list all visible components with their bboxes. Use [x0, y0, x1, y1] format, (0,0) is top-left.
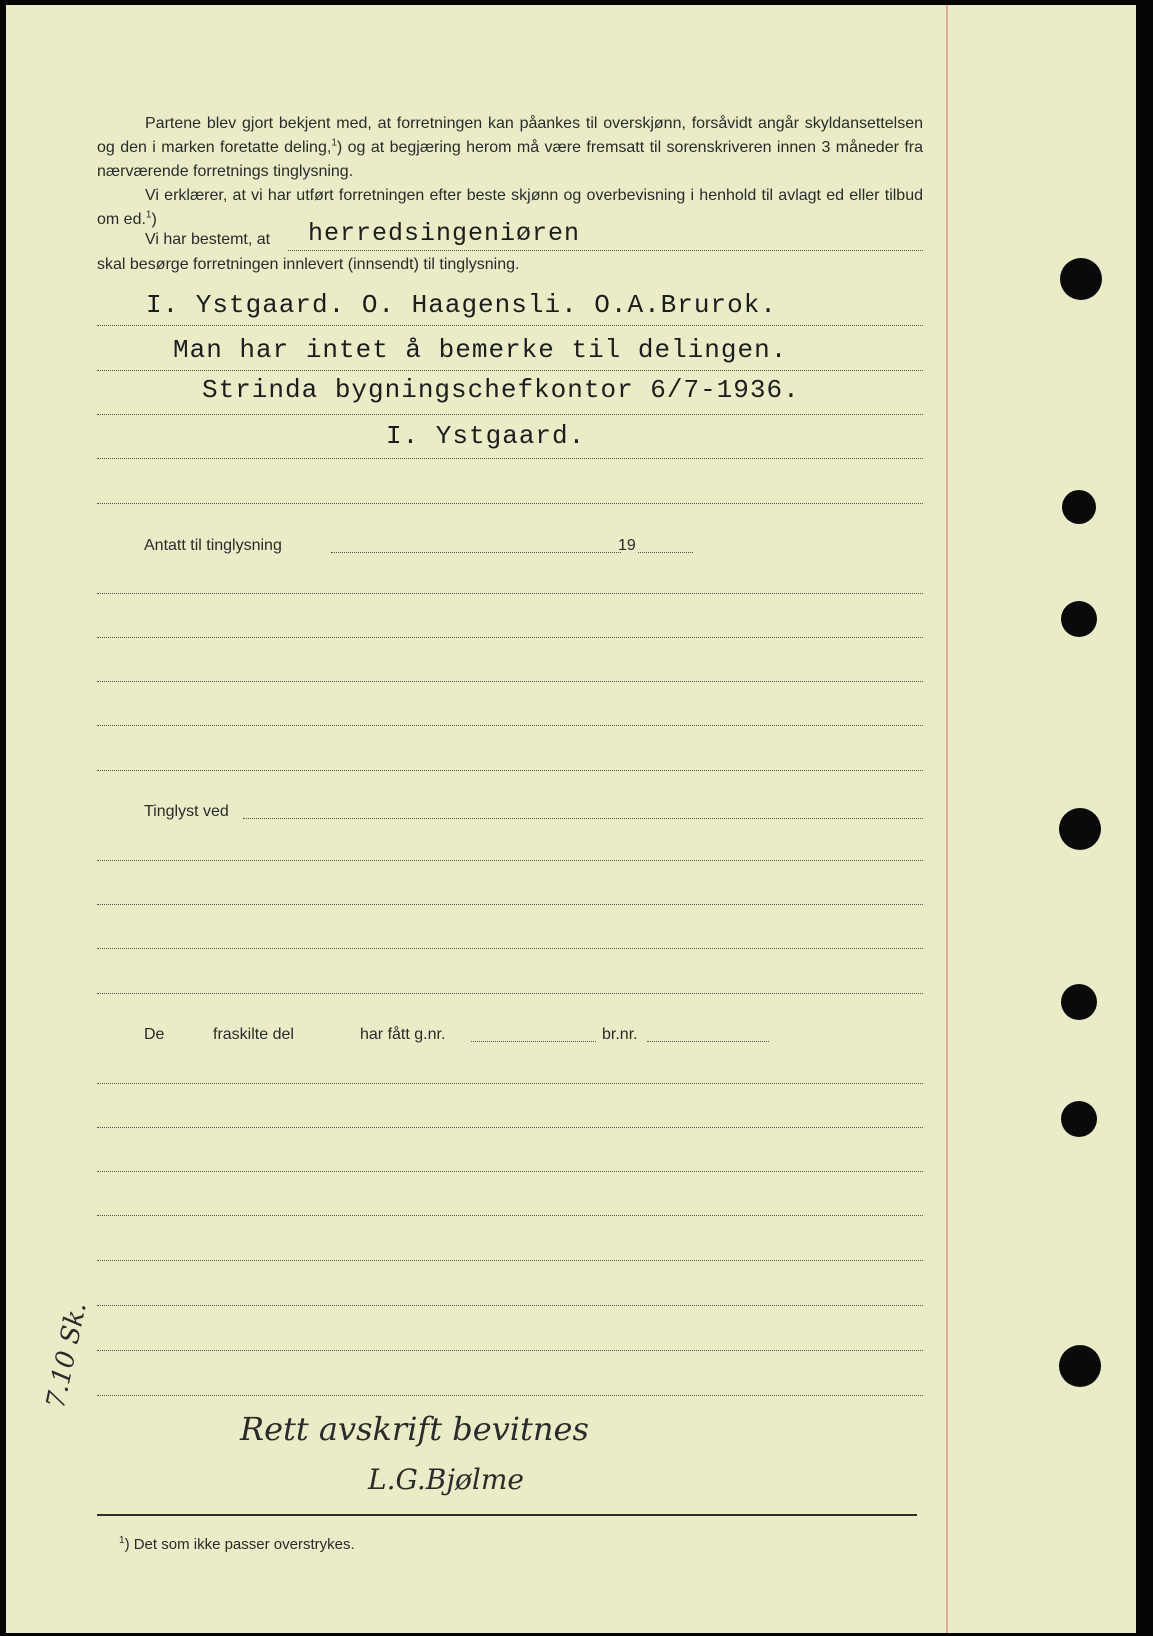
de-label: De: [144, 1026, 165, 1043]
instructions-block: [97, 112, 923, 232]
appeal-paragraph: [97, 112, 923, 184]
appeal-text-cont: ) og at begjæring herom må være fremsatt til sorenskriveren innen 3 måneder fra nærværende forretnings tinglysning.: [97, 139, 923, 180]
typed-office-date: Strinda bygningschefkontor 6/7-1936.: [202, 375, 800, 405]
punch-hole: [1061, 601, 1097, 637]
typed-remark: Man har intet å bemerke til delingen.: [173, 335, 788, 365]
rule-line: [97, 904, 923, 905]
footnote-ref: 1: [331, 137, 337, 149]
rule-line: [97, 993, 923, 994]
antatt-label: Antatt til tinglysning: [144, 537, 282, 554]
rule-line: [97, 948, 923, 949]
punch-hole: [1059, 1345, 1101, 1387]
rule-line: [97, 725, 923, 726]
brnr-label: br.nr.: [602, 1026, 638, 1043]
rule-line: [97, 1305, 923, 1306]
punch-hole: [1060, 258, 1102, 300]
rule-line: [97, 325, 923, 326]
tinglyst-label: Tinglyst ved: [144, 803, 229, 820]
oath-text-cont: ): [151, 211, 157, 228]
rule-line: [97, 593, 923, 594]
rule-line: [97, 1127, 923, 1128]
margin-rule: [946, 5, 948, 1633]
gnr-line: [471, 1041, 596, 1042]
signature-handwriting: L.G.Bjølme: [368, 1463, 524, 1496]
gnr-label: har fått g.nr.: [360, 1026, 446, 1043]
rule-line: [97, 414, 923, 415]
margin-note-handwriting: 7.10 Sk.: [41, 1299, 93, 1412]
punch-hole: [1061, 984, 1097, 1020]
document-page: [6, 5, 1136, 1633]
year-prefix: 19: [618, 537, 636, 554]
appeal-text: Partene blev gjort bekjent med, at forretningen kan påankes til overskjønn, forsåvidt angår skyldansettelsen og den i marken foretatte deling,: [97, 115, 923, 156]
responsible-fill: herredsingeniøren: [308, 219, 581, 248]
footnote-ref: 1: [145, 209, 152, 221]
rule-line: [97, 1171, 923, 1172]
rule-line: [97, 1260, 923, 1261]
typed-signers: I. Ystgaard. O. Haagensli. O.A.Brurok.: [146, 290, 777, 320]
rule-line: [97, 1215, 923, 1216]
responsible-text: skal besørge forretningen innlevert (innsendt) til tinglysning.: [97, 256, 520, 273]
brnr-line: [647, 1041, 769, 1042]
typed-signer: I. Ystgaard.: [386, 421, 586, 451]
fraskilte-label: fraskilte del: [213, 1026, 294, 1043]
rule-line: [97, 770, 923, 771]
rule-line: [97, 458, 923, 459]
rule-line: [97, 860, 923, 861]
rule-line: [97, 681, 923, 682]
rule-line: [97, 1395, 923, 1396]
footnote-separator: [97, 1514, 917, 1516]
oath-text: Vi erklærer, at vi har utført forretningen efter beste skjønn og overbevisning i henhold til avlagt ed eller tilbud om ed.: [97, 187, 923, 228]
rule-line: [97, 637, 923, 638]
footnote-marker: 1: [119, 1535, 125, 1546]
punch-hole: [1062, 490, 1096, 524]
rule-line: [97, 1350, 923, 1351]
rule-line: [97, 503, 923, 504]
punch-hole: [1059, 808, 1101, 850]
antatt-line: [331, 552, 621, 553]
footnote-text: ) Det som ikke passer overstrykes.: [124, 1536, 355, 1553]
punch-hole: [1061, 1101, 1097, 1137]
footnote: [119, 1536, 355, 1553]
certification-handwriting: Rett avskrift bevitnes: [240, 1410, 589, 1448]
year-line: [638, 552, 693, 553]
responsible-line: [288, 250, 923, 251]
tinglyst-line: [243, 818, 923, 819]
responsible-label: Vi har bestemt, at: [145, 231, 271, 248]
rule-line: [97, 370, 923, 371]
rule-line: [97, 1083, 923, 1084]
